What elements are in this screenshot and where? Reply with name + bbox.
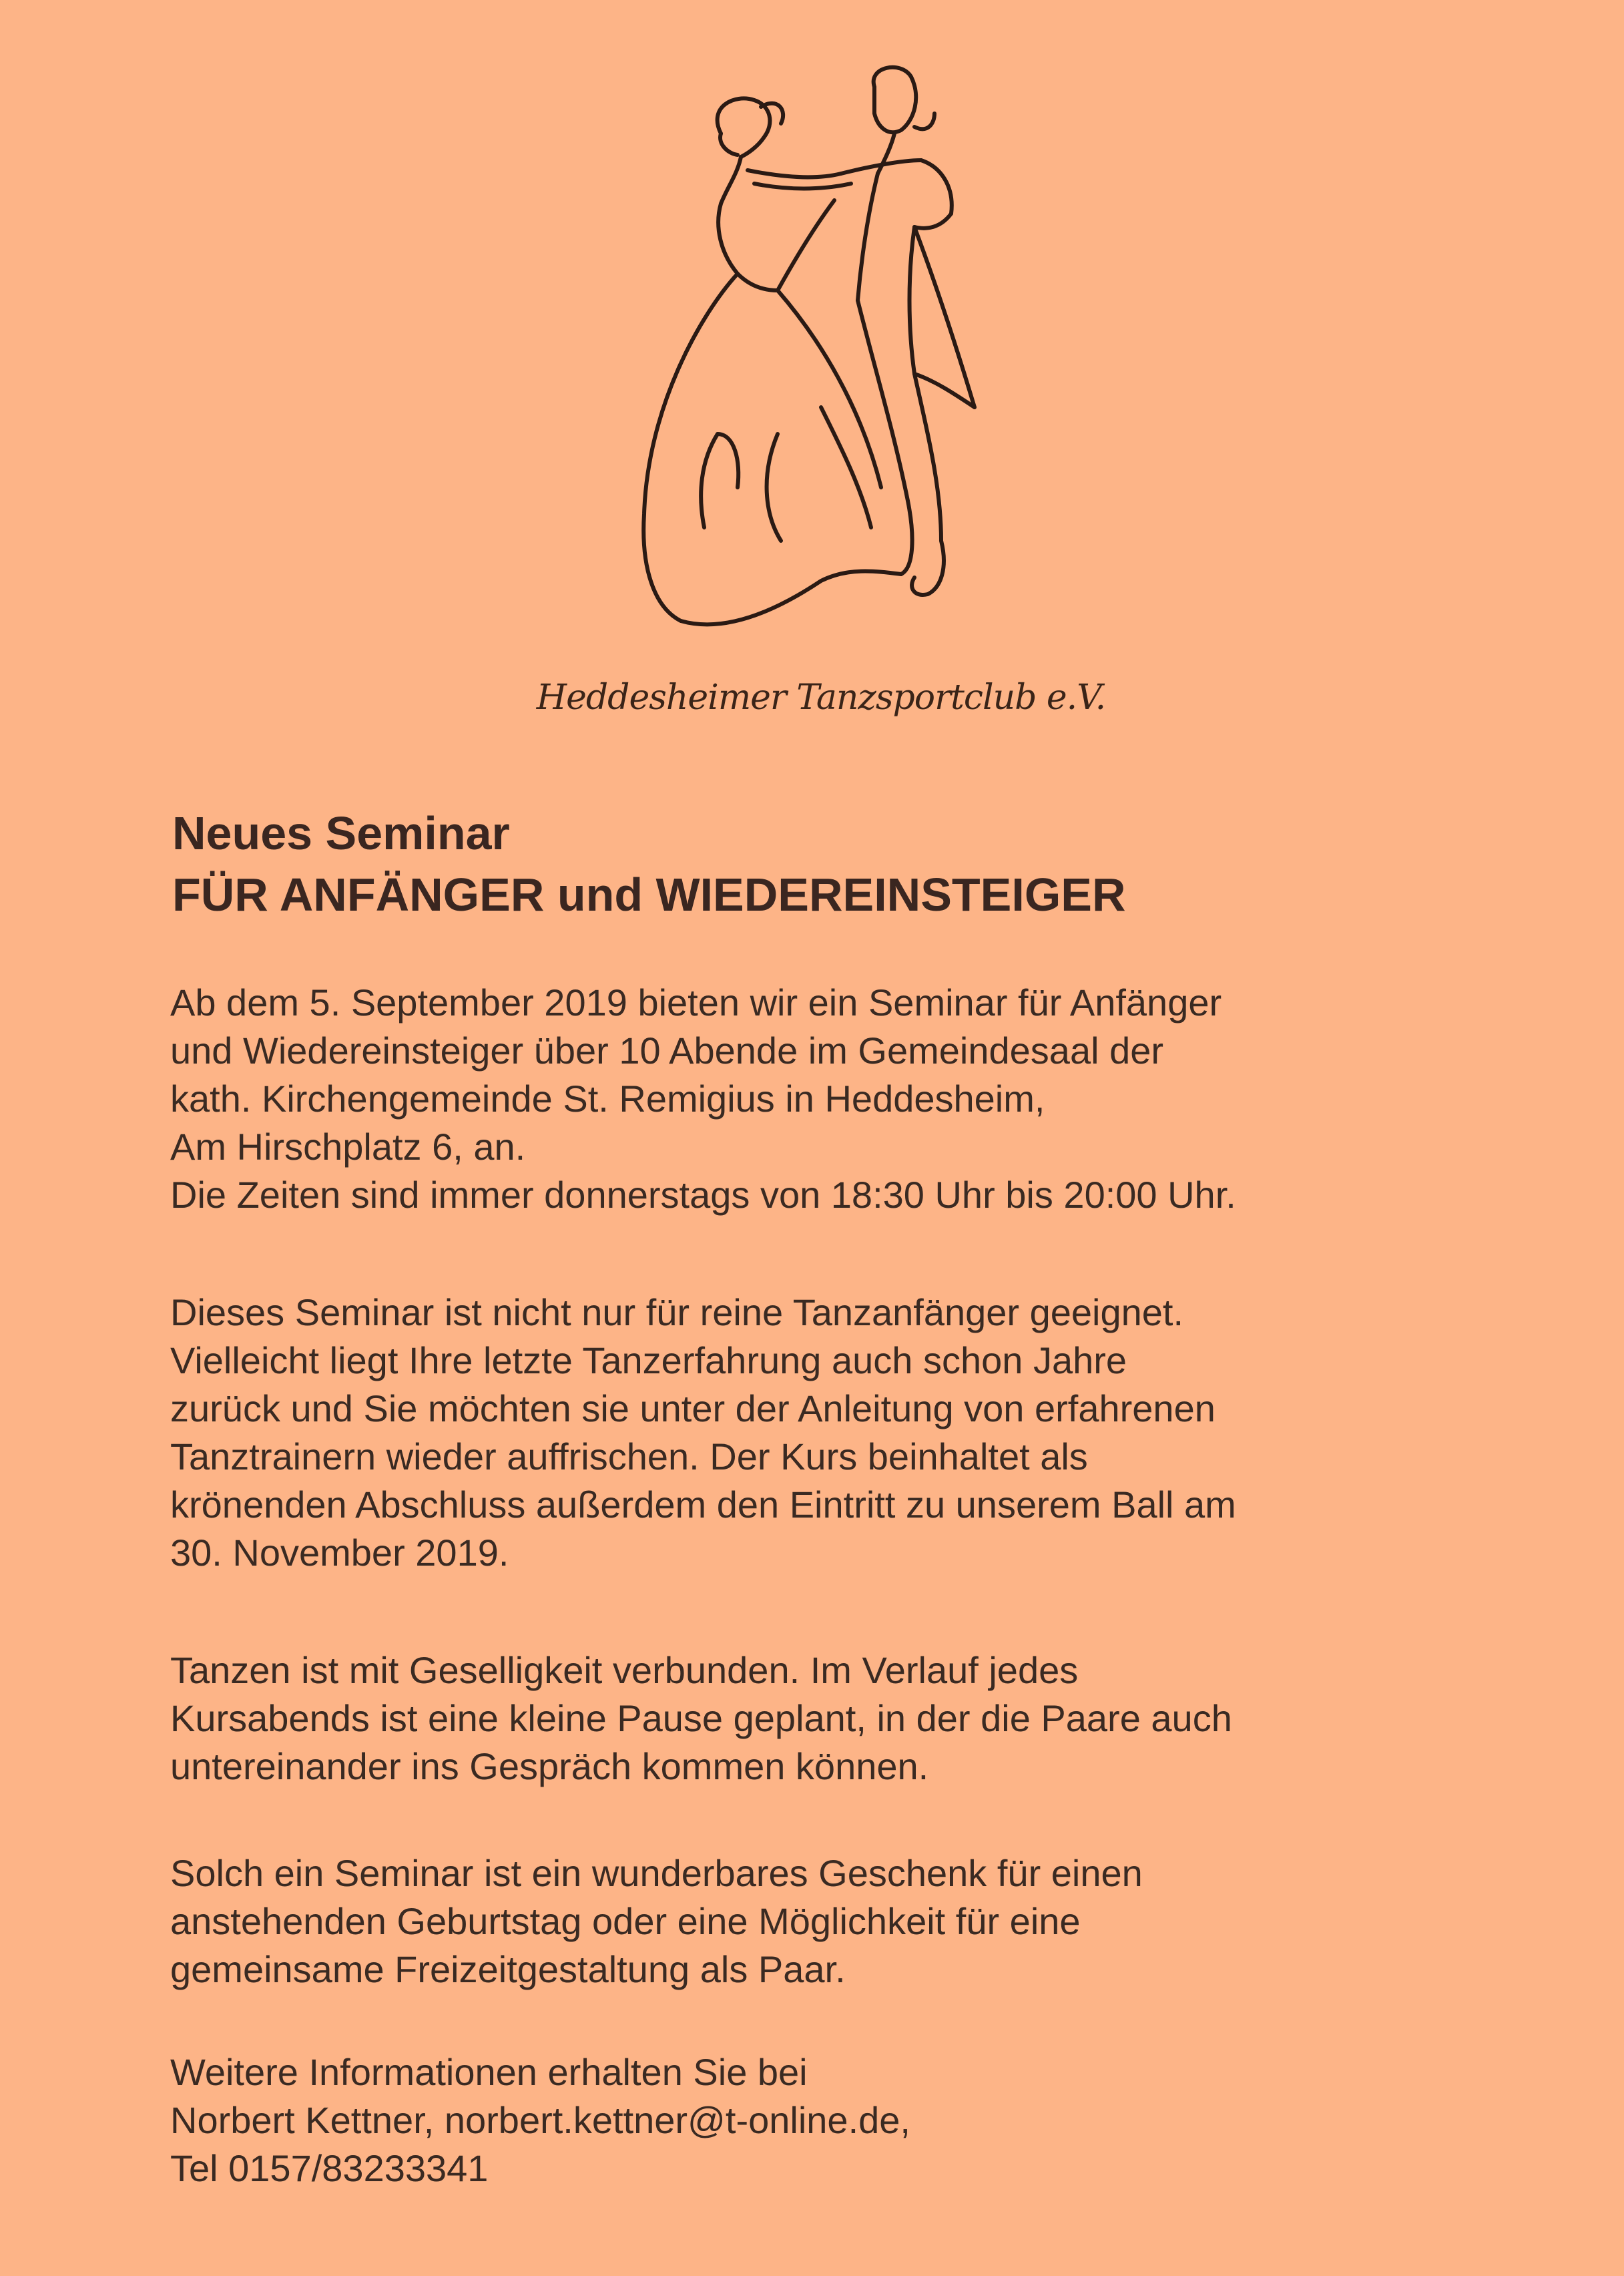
text-line: Vielleicht liegt Ihre letzte Tanzerfahrung auch schon Jahre — [170, 1339, 1127, 1381]
paragraph-sociability — [170, 1646, 1505, 1791]
headline-line-1: Neues Seminar — [172, 807, 510, 859]
text-line: Am Hirschplatz 6, an. — [170, 1126, 526, 1168]
text-line: untereinander ins Gespräch kommen können. — [170, 1745, 929, 1787]
text-line: Weitere Informationen erhalten Sie bei — [170, 2051, 808, 2093]
headline-line-2: FÜR ANFÄNGER und WIEDEREINSTEIGER — [172, 869, 1126, 921]
text-line: Tanzen ist mit Geselligkeit verbunden. Im Verlauf jedes — [170, 1649, 1079, 1691]
text-line: 30. November 2019. — [170, 1532, 509, 1574]
paragraph-contact — [170, 2048, 1505, 2193]
text-line: Solch ein Seminar ist ein wunderbares Geschenk für einen — [170, 1852, 1143, 1894]
paragraph-dates — [170, 979, 1505, 1219]
text-line: und Wiedereinsteiger über 10 Abende im Gemeindesaal der — [170, 1030, 1164, 1072]
contact-email-line: Norbert Kettner, norbert.kettner@t-online.de, — [170, 2099, 910, 2141]
dancing-couple-logo — [621, 60, 1035, 661]
club-name: Heddesheimer Tanzsportclub e.V. — [536, 678, 1106, 718]
dancing-couple-icon — [621, 60, 1035, 661]
paragraph-gift — [170, 1849, 1505, 1994]
text-line: Tanztrainern wieder auffrischen. Der Kurs beinhaltet als — [170, 1435, 1088, 1477]
headline — [172, 803, 1507, 925]
text-line: anstehenden Geburtstag oder eine Möglichkeit für eine — [170, 1900, 1081, 1942]
text-line: Die Zeiten sind immer donnerstags von 18:30 Uhr bis 20:00 Uhr. — [170, 1174, 1236, 1216]
text-line: kath. Kirchengemeinde St. Remigius in Heddesheim, — [170, 1078, 1045, 1120]
text-line: Dieses Seminar ist nicht nur für reine Tanzanfänger geeignet. — [170, 1291, 1184, 1333]
text-line: Kursabends ist eine kleine Pause geplant, in der die Paare auch — [170, 1697, 1232, 1739]
text-line: Ab dem 5. September 2019 bieten wir ein Seminar für Anfänger — [170, 981, 1222, 1023]
text-line: zurück und Sie möchten sie unter der Anleitung von erfahrenen — [170, 1387, 1215, 1429]
paragraph-audience — [170, 1289, 1505, 1577]
contact-phone-line: Tel 0157/83233341 — [170, 2147, 489, 2189]
text-line: gemeinsame Freizeitgestaltung als Paar. — [170, 1948, 846, 1990]
text-line: krönenden Abschluss außerdem den Eintritt zu unserem Ball am — [170, 1484, 1236, 1526]
